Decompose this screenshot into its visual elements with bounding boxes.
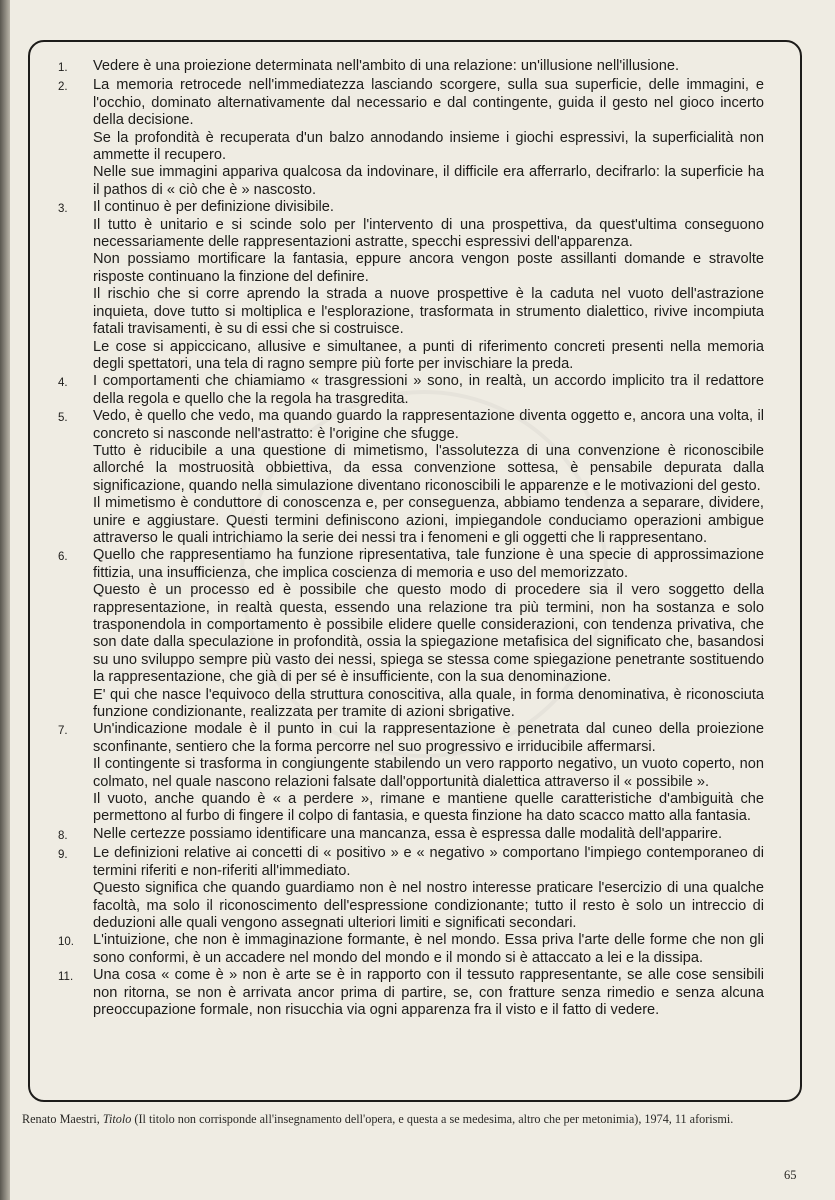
- aphorism-paragraph: L'intuizione, che non è immaginazione formante, è nel mondo. Essa priva l'arte delle forme che non gli sono conformi, è un accadere nel mondo del mondo e il mondo si è attaccato a lei e la dissipa.: [93, 932, 764, 966]
- aphorism-item: [52, 826, 764, 845]
- aphorism-body: [93, 845, 764, 932]
- aphorism-number: 10.: [58, 936, 74, 949]
- aphorism-paragraph: I comportamenti che chiamiamo « trasgressioni » sono, in realtà, un accordo implicito tra il redattore della regola e quello che la regola ha trasgredita.: [93, 373, 764, 407]
- aphorism-body: [93, 932, 764, 967]
- aphorism-number: 1.: [58, 62, 68, 74]
- aphorism-body: [93, 721, 764, 825]
- aphorism-number: 6.: [58, 551, 68, 564]
- aphorism-item: [52, 58, 764, 77]
- aphorism-number: 5.: [58, 412, 68, 425]
- aphorism-item: [52, 373, 764, 408]
- aphorism-item: [52, 932, 764, 967]
- aphorism-paragraph: Il rischio che si corre aprendo la strada a nuove prospettive è la caduta nel vuoto dell'astrazione inquieta, dove tutto si moltiplica e l'esplorazione, trasformata in strumento dialettico, rivive incompiuta fatali travisamenti, è su di essi che si costruisce.: [93, 286, 764, 338]
- aphorism-body: [93, 826, 764, 845]
- figure-caption: [22, 1112, 802, 1126]
- aphorism-paragraph: Se la profondità è recuperata d'un balzo annodando insieme i giochi espressivi, la superficialità non ammette il recupero.: [93, 129, 764, 164]
- aphorism-item: [52, 408, 764, 547]
- aphorism-paragraph: Le definizioni relative ai concetti di « positivo » e « negativo » comportano l'impiego contemporaneo di termini riferiti e non-riferiti all'immediato.: [93, 845, 764, 879]
- aphorism-body: [93, 199, 764, 373]
- aphorism-paragraph: Il contingente si trasforma in congiungente stabilendo un vero rapporto negativo, un vuoto coperto, non colmato, nel quale nascono relazioni falsate dall'opportunità dialettica attraverso il « possibile ».: [93, 756, 764, 790]
- aphorism-item: [52, 721, 764, 825]
- aphorism-paragraph: Tutto è riducibile a una questione di mimetismo, l'assolutezza di una convenzione è riconoscibile allorché la mostruosità obbiettiva, da essa convenzione sottesa, è pensabile depurata dalla significazione, quando nella simulazione diventano riconoscibili le apparenze e le motivazioni del gesto.: [93, 442, 764, 494]
- page-number: 65: [784, 1168, 797, 1182]
- aphorism-number: 4.: [58, 377, 68, 390]
- caption-text: (Il titolo non corrisponde all'insegnamento dell'opera, e questa a se medesima, altro che per metonimia), 1974, 11 aforismi.: [134, 1112, 734, 1126]
- aphorism-paragraph: Vedo, è quello che vedo, ma quando guardo la rappresentazione diventa oggetto e, ancora una volta, il concreto si nasconde nell'astratto: è l'origine che sfugge.: [93, 408, 764, 442]
- aphorism-paragraph: Questo significa che quando guardiamo non è nel nostro interesse praticare l'esercizio di una qualche facoltà, ma solo il riconoscimento dell'espressione condizionante; tutto il resto è solo un intreccio di deduzioni alle quali vengono assegnati ulteriori limiti e significati secondari.: [93, 880, 764, 931]
- aphorism-number: 9.: [58, 849, 68, 862]
- page-binding-edge: [0, 0, 10, 1200]
- aphorism-paragraph: Il vuoto, anche quando è « a perdere », rimane e mantiene quelle caratteristiche d'ambiguità che permettono al furbo di fingere il colpo di fantasia, e questa finzione ha dato scacco matto alla fantasia.: [93, 791, 764, 825]
- aphorism-paragraph: Questo è un processo ed è possibile che questo modo di procedere sia il vero soggetto della rappresentazione, in realtà questa, essendo una relazione tra più termini, non ha sostanza e solo trasponendola in comportamento è possibile elidere quelle considerazioni, con tendenza privativa, che son date dalla speculazione in profondità, ossia la spiegazione metafisica del significato che, basandosi su uno sviluppo sempre più vasto dei nessi, spiega se stessa come spiegazione penetrante sostituendo la rappresentazione, che già di per sé è insufficiente, con la sua denominazione.: [93, 582, 764, 686]
- aphorism-item: [52, 845, 764, 932]
- aphorism-body: [93, 77, 764, 199]
- aphorism-paragraph: Nelle sue immagini appariva qualcosa da indovinare, il difficile era afferrarlo, decifrarlo: la superficie ha il pathos di « ciò che è » nascosto.: [93, 164, 764, 198]
- aphorism-paragraph: Le cose si appiccicano, allusive e simultanee, a punti di riferimento concreti presenti nella memoria degli spettatori, una tela di ragno sempre più forte per invischiare la preda.: [93, 338, 764, 372]
- aphorism-paragraph: Vedere è una proiezione determinata nell'ambito di una relazione: un'illusione nell'illusione.: [93, 58, 680, 74]
- aphorism-number: 2.: [58, 81, 68, 94]
- aphorism-number: 11.: [58, 971, 74, 984]
- aphorism-number: 7.: [58, 725, 68, 738]
- aphorism-body: [93, 408, 764, 547]
- aphorism-body: [93, 547, 764, 721]
- aphorism-paragraph: E' qui che nasce l'equivoco della struttura conoscitiva, alla quale, in forma denominativa, è riconosciuta funzione condizionante, realizzata per tramite di azioni sbrigative.: [93, 686, 764, 721]
- caption-author: Renato Maestri,: [22, 1112, 100, 1126]
- aphorism-item: [52, 199, 764, 373]
- aphorism-paragraph: Nelle certezze possiamo identificare una mancanza, essa è espressa dalle modalità dell'apparire.: [93, 825, 723, 842]
- aphorism-item: [52, 547, 764, 721]
- aphorism-paragraph: Quello che rappresentiamo ha funzione ripresentativa, tale funzione è una specie di approssimazione fittizia, una insufficienza, che implica coscienza di memoria e uso del memorizzato.: [93, 547, 764, 581]
- aphorism-item: [52, 967, 764, 1019]
- aphorism-item: [52, 77, 764, 199]
- aphorism-paragraph: Un'indicazione modale è il punto in cui la rappresentazione è penetrata dal cuneo della proiezione sconfinante, sentiero che la forma percorre nel suo progressivo e irriducibile affermarsi.: [93, 721, 764, 755]
- aphorism-paragraph: Una cosa « come è » non è arte se è in rapporto con il tessuto rappresentante, se alle cose sensibili non ritorna, se non è arrivata ancor prima di partire, se, con fratture senza rimedio e senza alcuna preoccupazione formale, non risucchia via ogni apparenza fra il visto e il fatto di vedere.: [93, 967, 764, 1018]
- aphorism-body: [93, 373, 764, 408]
- aphorism-number: 8.: [58, 829, 68, 842]
- aphorism-paragraph: La memoria retrocede nell'immediatezza lasciando scorgere, sulla sua superficie, delle immagini, e l'occhio, dominato alternativamente dal necessario e dal contingente, guida il gesto nel gioco incerto della decisione.: [93, 77, 764, 129]
- aphorism-number: 3.: [58, 203, 68, 216]
- aphorism-body: [93, 58, 764, 77]
- aphorism-paragraph: Il mimetismo è conduttore di conoscenza e, per conseguenza, abbiamo tendenza a separare, dividere, unire e aggiustare. Questi termini definiscono azioni, impiegandole conduciamo operazioni ambigue attraverso le quali intrichiamo la serie dei nessi tra i fenomeni e gli oggetti che li rappresentano.: [93, 495, 764, 546]
- aphorism-paragraph: Non possiamo mortificare la fantasia, eppure ancora vengon poste assillanti domande e stravolte risposte continuano la finzione del definire.: [93, 251, 764, 285]
- aphorism-list: [52, 58, 764, 1019]
- aphorism-body: [93, 967, 764, 1019]
- caption-title: Titolo: [102, 1112, 132, 1126]
- aphorism-paragraph: Il tutto è unitario e si scinde solo per l'intervento di una prospettiva, da quest'ultima conseguono necessariamente delle rappresentazioni astratte, specchi espressivi dell'apparenza.: [93, 216, 764, 251]
- aphorism-paragraph: Il continuo è per definizione divisibile.: [93, 199, 334, 216]
